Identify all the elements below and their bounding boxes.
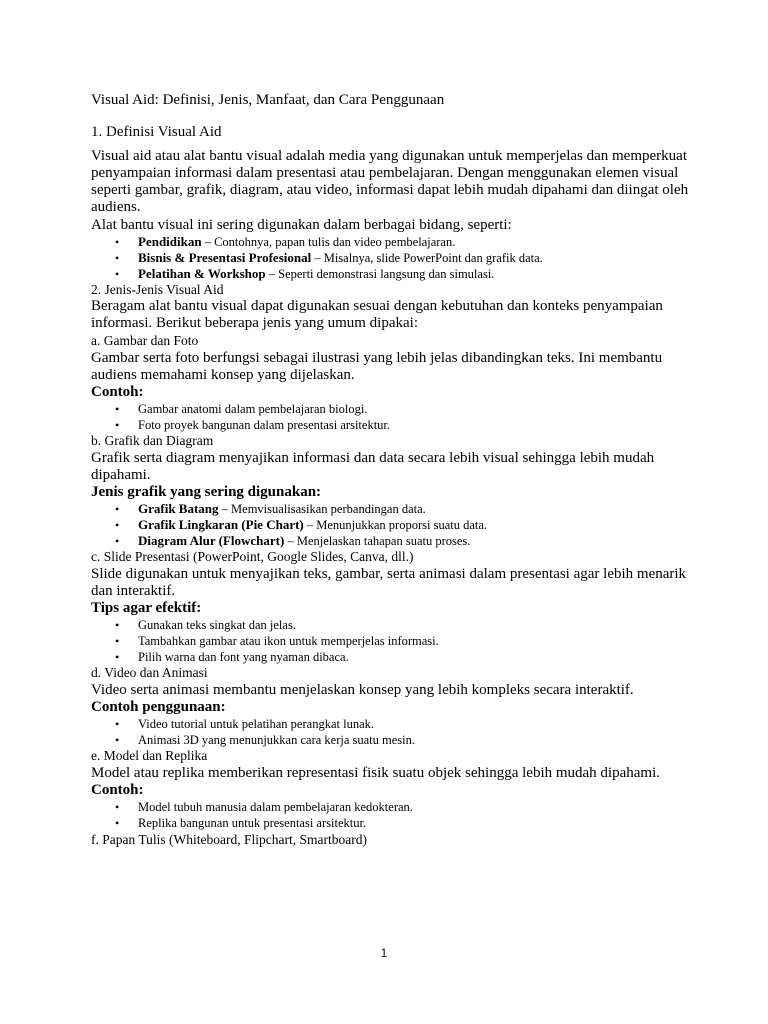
list-item: [115, 633, 691, 649]
subheading-gambar-foto: a. Gambar dan Foto: [91, 333, 199, 348]
paragraph-video-animasi: Video serta animasi membantu menjelaskan konsep yang lebih kompleks secara interaktif.: [91, 682, 634, 698]
bullet-icon: •: [115, 402, 120, 416]
list-item: [115, 250, 691, 266]
paragraph-grafik-diagram: Grafik serta diagram menyajikan informasi dan data secara lebih visual sehingga lebih mudah dipahami.: [91, 450, 655, 483]
list-contoh-gambar: [91, 401, 691, 433]
section-heading-definisi: 1. Definisi Visual Aid: [91, 124, 222, 140]
list-item-term: Pendidikan: [138, 234, 202, 249]
list-item-text: – Memvisualisasikan perbandingan data.: [218, 502, 426, 516]
label-contoh-penggunaan: Contoh penggunaan:: [91, 699, 226, 715]
list-item-text: – Menunjukkan proporsi suatu data.: [303, 518, 488, 532]
paragraph-bidang: Alat bantu visual ini sering digunakan dalam berbagai bidang, seperti:: [91, 217, 512, 233]
list-bidang: [91, 234, 691, 282]
list-item: [115, 266, 691, 282]
list-item: [115, 649, 691, 665]
bullet-icon: •: [115, 634, 120, 648]
list-item-term: Pelatihan & Workshop: [138, 266, 266, 281]
list-item: [115, 401, 691, 417]
list-item-text: – Seperti demonstrasi langsung dan simulasi.: [265, 267, 495, 281]
list-item-text: – Misalnya, slide PowerPoint dan grafik data.: [311, 251, 543, 265]
list-item-text: Model tubuh manusia dalam pembelajaran kedokteran.: [138, 800, 413, 814]
label-tips: Tips agar efektif:: [91, 600, 202, 616]
list-item: [115, 716, 691, 732]
list-item-text: Replika bangunan untuk presentasi arsitektur.: [138, 816, 367, 830]
list-item: [115, 417, 691, 433]
paragraph-model-replika: Model atau replika memberikan representasi fisik suatu objek sehingga lebih mudah dipahami.: [91, 765, 661, 781]
subheading-slide-presentasi: c. Slide Presentasi (PowerPoint, Google Slides, Canva, dll.): [91, 549, 414, 564]
list-item: [115, 617, 691, 633]
list-item-text: Tambahkan gambar atau ikon untuk memperjelas informasi.: [138, 634, 439, 648]
subheading-papan-tulis: f. Papan Tulis (Whiteboard, Flipchart, Smartboard): [91, 832, 367, 847]
bullet-icon: •: [115, 534, 120, 548]
label-jenis-grafik: Jenis grafik yang sering digunakan:: [91, 484, 322, 500]
list-item-text: Video tutorial untuk pelatihan perangkat lunak.: [138, 717, 374, 731]
list-item-text: – Contohnya, papan tulis dan video pembelajaran.: [201, 235, 456, 249]
subheading-grafik-diagram: b. Grafik dan Diagram: [91, 433, 214, 448]
section-heading-jenis: 2. Jenis-Jenis Visual Aid: [91, 282, 224, 297]
bullet-icon: •: [115, 235, 120, 249]
list-item-text: Pilih warna dan font yang nyaman dibaca.: [138, 650, 349, 664]
page-number: 1: [380, 948, 388, 960]
list-item-text: Gambar anatomi dalam pembelajaran biologi.: [138, 402, 368, 416]
list-item-text: Gunakan teks singkat dan jelas.: [138, 618, 296, 632]
list-item: [115, 234, 691, 250]
list-item-term: Diagram Alur (Flowchart): [138, 533, 285, 548]
bullet-icon: •: [115, 717, 120, 731]
document-body: [91, 92, 691, 848]
list-item: [115, 533, 691, 549]
list-item: [115, 517, 691, 533]
list-contoh-model: [91, 799, 691, 831]
subheading-model-replika: e. Model dan Replika: [91, 748, 208, 763]
bullet-icon: •: [115, 418, 120, 432]
list-item: [115, 501, 691, 517]
subheading-video-animasi: d. Video dan Animasi: [91, 665, 208, 680]
paragraph-slide-presentasi: Slide digunakan untuk menyajikan teks, gambar, serta animasi dalam presentasi agar lebih menarik dan interaktif.: [91, 566, 687, 599]
list-item-text: – Menjelaskan tahapan suatu proses.: [284, 534, 471, 548]
bullet-icon: •: [115, 502, 120, 516]
document-title: Visual Aid: Definisi, Jenis, Manfaat, dan Cara Penggunaan: [91, 92, 445, 108]
label-contoh-model: Contoh:: [91, 782, 144, 798]
bullet-icon: •: [115, 618, 120, 632]
list-item: [115, 815, 691, 831]
paragraph-jenis: Beragam alat bantu visual dapat digunakan sesuai dengan kebutuhan dan konteks penyampaian informasi. Berikut beberapa jenis yang umum dipakai:: [91, 298, 663, 331]
label-contoh: Contoh:: [91, 384, 144, 400]
bullet-icon: •: [115, 733, 120, 747]
list-item: [115, 799, 691, 815]
paragraph-definisi: Visual aid atau alat bantu visual adalah media yang digunakan untuk memperjelas dan memperkuat penyampaian informasi dalam presentasi atau pembelajaran. Dengan menggunakan elemen visual seperti gambar, grafik, diagram, atau video, informasi dapat lebih mudah dipahami dan diingat oleh audiens.: [91, 148, 689, 215]
list-item: [115, 732, 691, 748]
bullet-icon: •: [115, 518, 120, 532]
list-item-term: Grafik Batang: [138, 501, 219, 516]
paragraph-gambar-foto: Gambar serta foto berfungsi sebagai ilustrasi yang lebih jelas dibandingkan teks. Ini membantu audiens memahami konsep yang dijelaskan.: [91, 350, 663, 383]
bullet-icon: •: [115, 650, 120, 664]
list-contoh-video: [91, 716, 691, 748]
bullet-icon: •: [115, 251, 120, 265]
list-item-text: Foto proyek bangunan dalam presentasi arsitektur.: [138, 418, 391, 432]
bullet-icon: •: [115, 816, 120, 830]
list-jenis-grafik: [91, 501, 691, 549]
bullet-icon: •: [115, 267, 120, 281]
list-item-text: Animasi 3D yang menunjukkan cara kerja suatu mesin.: [138, 733, 416, 747]
list-item-term: Bisnis & Presentasi Profesional: [138, 250, 312, 265]
list-tips: [91, 617, 691, 665]
bullet-icon: •: [115, 800, 120, 814]
list-item-term: Grafik Lingkaran (Pie Chart): [138, 517, 304, 532]
